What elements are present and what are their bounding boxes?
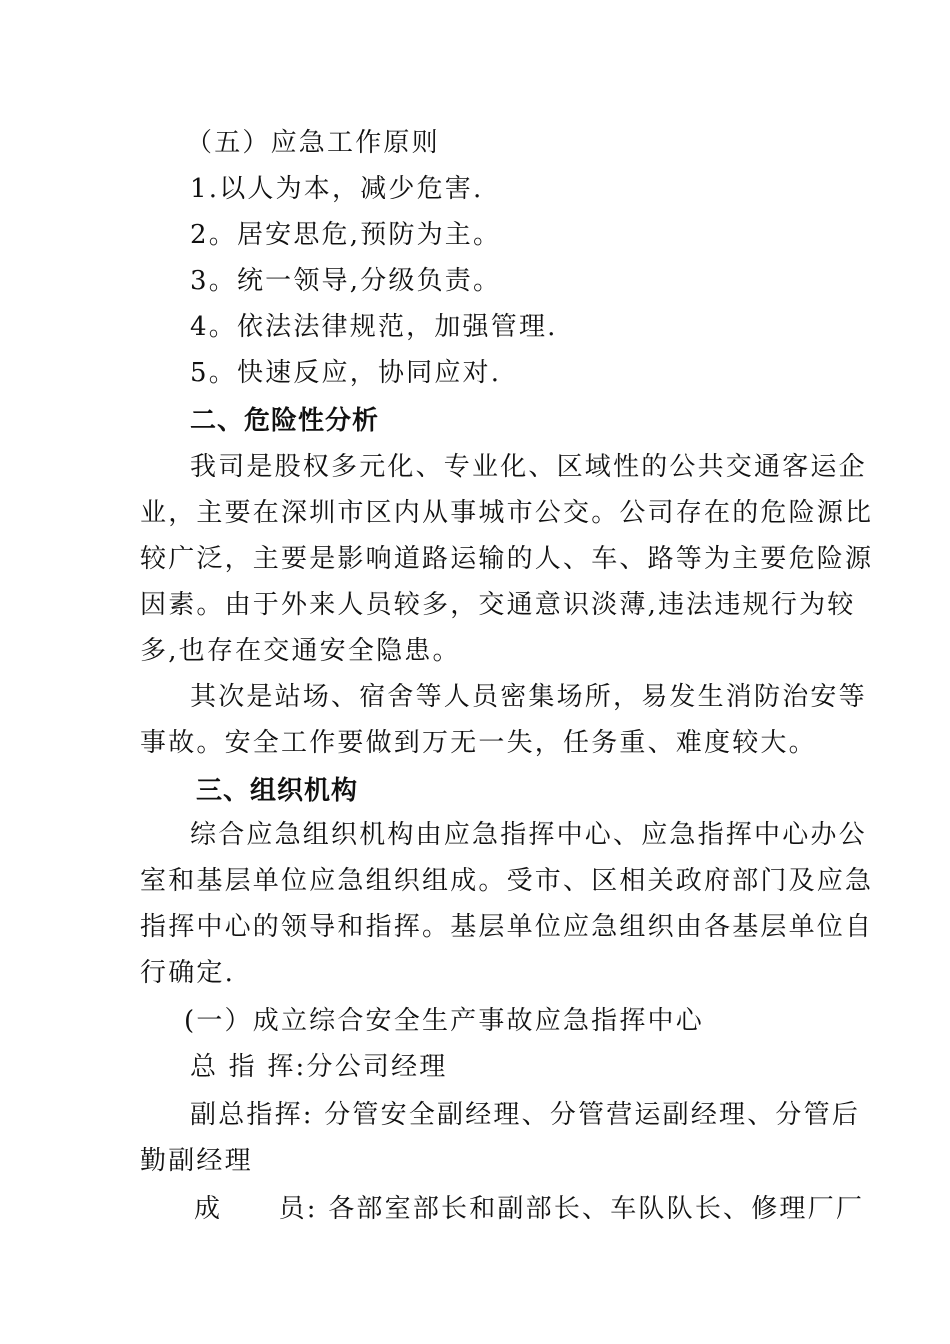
risk-paragraph-line: 较广泛，主要是影响道路运输的人、车、路等为主要危险源: [140, 544, 874, 574]
members-line: 成 员: 各部室部长和副部长、车队队长、修理厂厂: [194, 1194, 865, 1224]
deputy-commander-line: 副总指挥: 分管安全副经理、分管营运副经理、分管后: [190, 1100, 861, 1130]
principle-item-1: 1.以人为本，减少危害.: [190, 174, 484, 204]
risk-paragraph-2-line: 其次是站场、宿舍等人员密集场所，易发生消防治安等: [190, 682, 867, 712]
risk-paragraph-2-line: 事故。安全工作要做到万无一失，任务重、难度较大。: [140, 728, 817, 758]
risk-paragraph-line: 业，主要在深圳市区内从事城市公交。公司存在的危险源比: [140, 498, 874, 528]
org-paragraph-line: 综合应急组织机构由应急指挥中心、应急指挥中心办公: [190, 820, 867, 850]
risk-paragraph-line: 多,也存在交通安全隐患。: [140, 636, 461, 666]
principle-item-5: 5。快速反应，协同应对.: [190, 358, 502, 388]
heading-organization: 三、组织机构: [196, 776, 359, 806]
risk-paragraph-line: 我司是股权多元化、专业化、区域性的公共交通客运企: [190, 452, 867, 482]
org-paragraph-line: 指挥中心的领导和指挥。基层单位应急组织由各基层单位自: [140, 912, 874, 942]
heading-risk-analysis: 二、危险性分析: [190, 406, 380, 436]
deputy-commander-line: 勤副经理: [140, 1146, 253, 1176]
org-paragraph-line: 室和基层单位应急组织组成。受市、区相关政府部门及应急: [140, 866, 874, 896]
org-paragraph-line: 行确定.: [140, 958, 236, 988]
principle-item-2: 2。居安思危,预防为主。: [190, 220, 502, 250]
principle-item-4: 4。依法法律规范，加强管理.: [190, 312, 558, 342]
org-subsection-title: (一）成立综合安全生产事故应急指挥中心: [184, 1006, 704, 1036]
risk-paragraph-line: 因素。由于外来人员较多，交通意识淡薄,违法违规行为较: [140, 590, 856, 620]
section-principles-title: （五）应急工作原则: [186, 128, 440, 158]
commander-line: 总 指 挥:分公司经理: [190, 1052, 448, 1082]
principle-item-3: 3。统一领导,分级负责。: [190, 266, 502, 296]
